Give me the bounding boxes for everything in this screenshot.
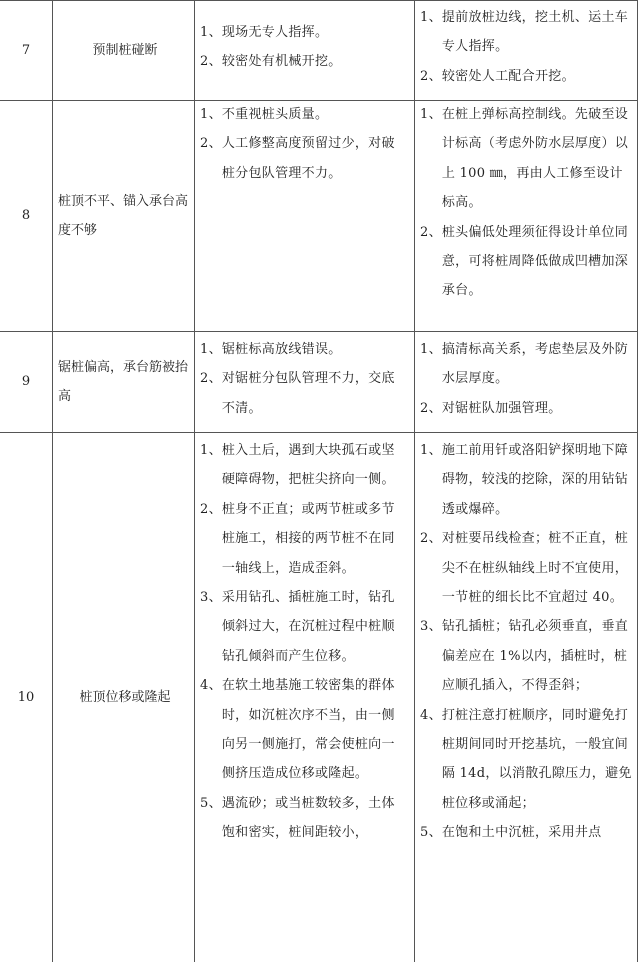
cause-item — [200, 583, 408, 671]
item-text: 较密处人工配合开挖。 — [441, 68, 575, 84]
row-number: 9 — [21, 374, 31, 389]
measure-item — [420, 218, 632, 306]
measure-list — [420, 436, 632, 848]
problem-name: 桩顶不平、锚入承台高度不够 — [58, 193, 189, 238]
cause-list — [200, 100, 408, 188]
item-number: 2、 — [200, 54, 222, 70]
measure-item — [420, 62, 632, 91]
item-number: 1、 — [200, 107, 222, 122]
item-text: 提前放桩边线，挖土机、运土车专人指挥。 — [441, 10, 629, 55]
item-text: 不重视桩头质量。 — [221, 107, 329, 122]
item-number: 4、 — [420, 707, 442, 723]
col-divider — [414, 0, 415, 962]
item-text: 人工修整高度预留过少，对破桩分包队管理不力。 — [221, 136, 395, 181]
measure-list — [420, 100, 632, 306]
item-number: 3、 — [200, 590, 222, 606]
problem-name: 锯桩偏高，承台筋被抬高 — [58, 359, 189, 404]
item-number: 2、 — [420, 400, 442, 416]
item-number: 4、 — [200, 678, 222, 694]
cause-item — [200, 47, 408, 76]
row-number: 8 — [21, 208, 31, 223]
item-text: 打桩注意打桩顺序，同时避免打桩期间同时开挖基坑，一般宜间隔 14d，以消散孔隙压力，避免桩位移或涌起； — [441, 707, 632, 811]
cause-item — [200, 129, 408, 188]
item-number: 5、 — [200, 795, 222, 811]
item-text: 对桩要吊线检查；桩不正直，桩尖不在桩纵轴线上时不宜使用，一节桩的细长比不宜超过 40。 — [441, 531, 629, 606]
item-text: 桩入土后，遇到大块孤石或坚硬障碍物，把桩尖挤向一侧。 — [221, 443, 395, 488]
problem-name: 桩顶位移或隆起 — [79, 689, 171, 705]
row-number: 10 — [17, 689, 35, 705]
item-text: 钻孔插桩；钻孔必须垂直，垂直偏差应在 1%以内，插桩时，桩应顺孔插入，不得歪斜； — [441, 619, 629, 694]
cause-list — [200, 18, 408, 77]
cause-item — [200, 436, 408, 495]
measure-item — [420, 394, 632, 423]
item-text: 施工前用钎或洛阳铲探明地下障碍物，较浅的挖除，深的用钻钻透或爆碎。 — [441, 443, 629, 517]
item-number: 1、 — [200, 25, 222, 40]
measure-item — [420, 612, 632, 700]
item-text: 桩头偏低处理须征得设计单位同意，可将桩周降低做成凹槽加深承台。 — [441, 224, 629, 299]
item-number: 2、 — [200, 501, 222, 517]
item-text: 搞清标高关系，考虑垫层及外防水层厚度。 — [441, 342, 629, 387]
item-number: 2、 — [200, 136, 222, 152]
item-text: 对锯桩分包队管理不力，交底不清。 — [221, 371, 395, 416]
item-text: 桩身不正直；或两节桩或多节桩施工，相接的两节桩不在同一轴线上，造成歪斜。 — [221, 501, 395, 576]
col-divider — [194, 0, 195, 962]
measure-item — [420, 436, 632, 524]
item-number: 1、 — [200, 443, 222, 458]
item-text: 在饱和土中沉桩，采用井点 — [441, 825, 602, 841]
cause-item — [200, 495, 408, 583]
item-text: 对锯桩队加强管理。 — [441, 400, 562, 416]
cause-item — [200, 100, 408, 129]
item-text: 较密处有机械开挖。 — [221, 54, 342, 70]
item-number: 2、 — [420, 68, 442, 84]
measure-list — [420, 3, 632, 91]
item-text: 在软土地基施工较密集的群体时，如沉桩次序不当，由一侧向另一侧施打，常会使桩向一侧挤压造成位移或隆起。 — [221, 678, 395, 782]
cause-item — [200, 335, 408, 364]
col-divider — [52, 0, 53, 962]
item-text: 现场无专人指挥。 — [221, 25, 329, 40]
item-text: 在桩上弹标高控制线。先破至设计标高（考虑外防水层厚度）以上 100 ㎜，再由人工修至设计标高。 — [441, 107, 629, 211]
item-text: 锯桩标高放线错误。 — [221, 342, 342, 357]
table-border-right — [637, 0, 638, 962]
measure-item — [420, 100, 632, 218]
item-number: 2、 — [420, 224, 442, 240]
item-number: 5、 — [420, 825, 442, 841]
problem-name: 预制桩碰断 — [92, 42, 158, 58]
item-number: 2、 — [420, 531, 442, 547]
measure-item — [420, 818, 632, 847]
cause-item — [200, 671, 408, 789]
cause-list — [200, 335, 408, 423]
measure-item — [420, 701, 632, 819]
item-number: 1、 — [200, 342, 222, 357]
item-number: 1、 — [420, 10, 442, 25]
item-number: 1、 — [420, 107, 442, 122]
cause-item — [200, 364, 408, 423]
item-number: 1、 — [420, 342, 442, 357]
item-number: 1、 — [420, 443, 442, 458]
item-text: 采用钻孔、插桩施工时，钻孔倾斜过大，在沉桩过程中桩顺钻孔倾斜而产生位移。 — [221, 590, 395, 664]
measure-list — [420, 335, 632, 423]
item-number: 2、 — [200, 371, 222, 387]
measure-item — [420, 3, 632, 62]
measure-item — [420, 335, 632, 394]
cause-list — [200, 436, 408, 848]
row-number: 7 — [21, 42, 31, 58]
item-number: 3、 — [420, 619, 442, 635]
measure-item — [420, 524, 632, 612]
item-text: 遇流砂；或当桩数较多，土体饱和密实，桩间距较小， — [221, 795, 395, 841]
cause-item — [200, 18, 408, 47]
cause-item — [200, 789, 408, 848]
